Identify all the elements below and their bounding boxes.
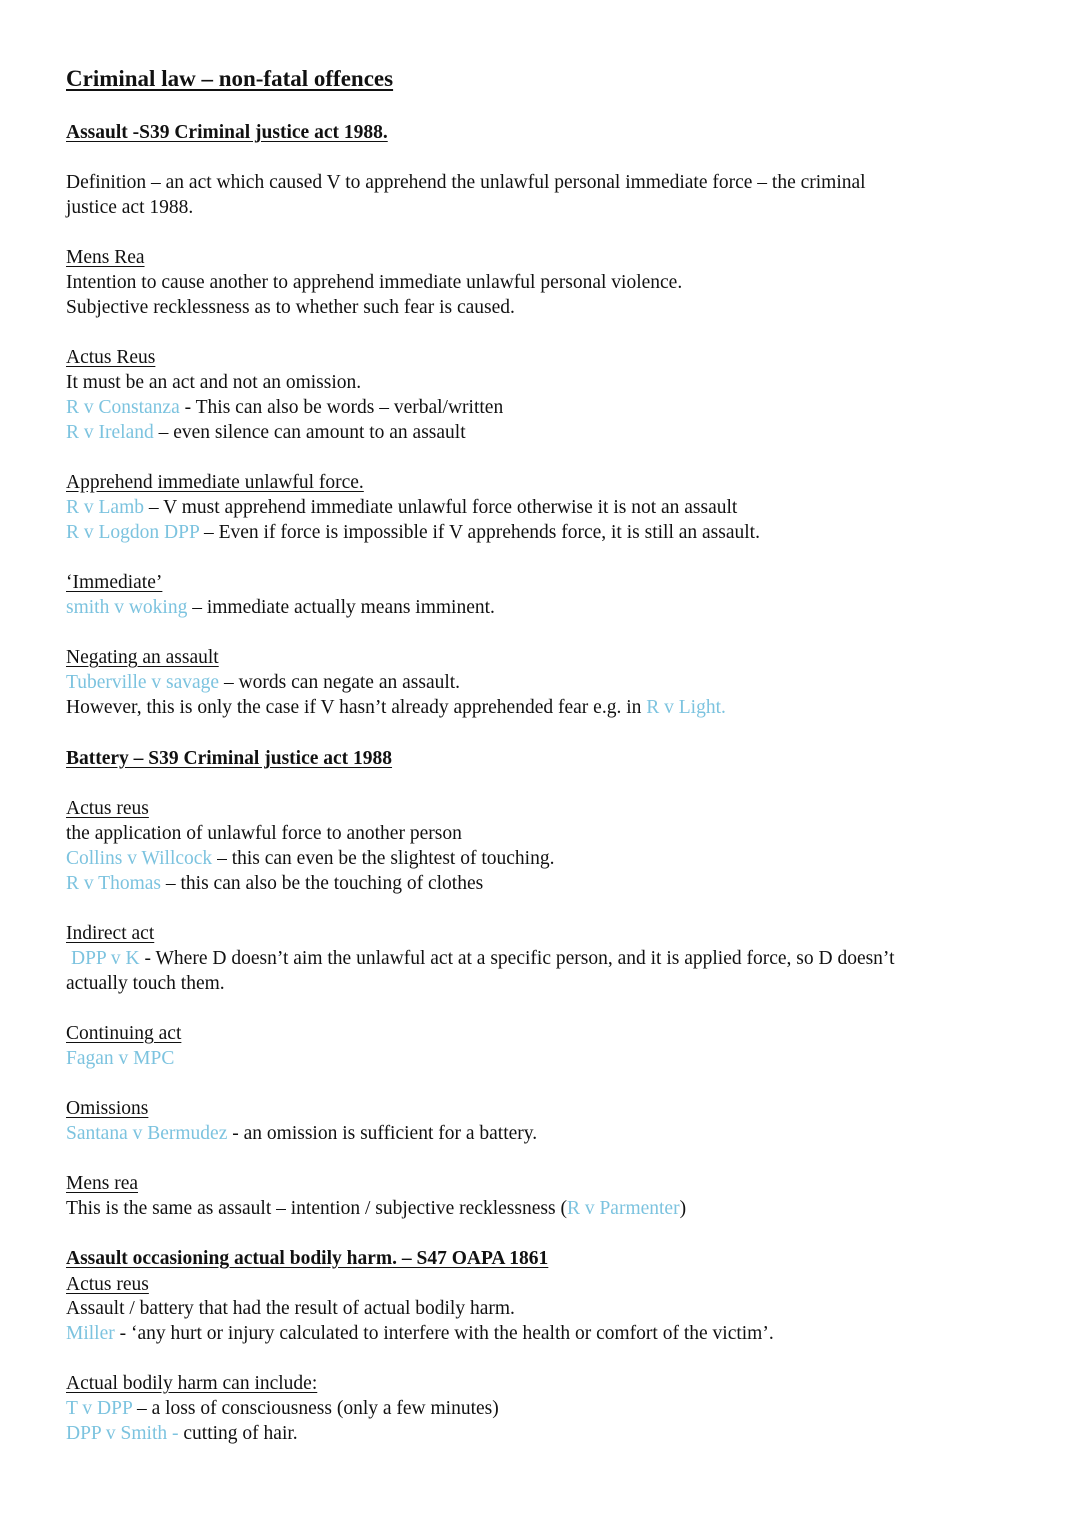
abh-heading: Assault occasioning actual bodily harm. – S47 OAPA 1861: [66, 1248, 549, 1269]
case-line: [66, 1121, 537, 1146]
continuing-act-heading: Continuing act: [66, 1023, 182, 1044]
case-citation: R v Ireland: [66, 422, 154, 443]
case-line: [66, 695, 726, 720]
case-explanation: – immediate actually means imminent.: [187, 597, 495, 618]
case-explanation: – a loss of consciousness (only a few minutes): [132, 1398, 499, 1419]
immediate-heading: ‘Immediate’: [66, 572, 163, 593]
case-explanation: – this can even be the slightest of touching.: [212, 848, 555, 869]
case-explanation: cutting of hair.: [178, 1423, 298, 1444]
case-line: [66, 1321, 774, 1346]
case-line: [66, 871, 483, 896]
case-citation: T v DPP: [66, 1398, 133, 1419]
case-explanation: – words can negate an assault.: [219, 672, 461, 693]
case-explanation: - an omission is sufficient for a battery.: [227, 1123, 538, 1144]
abh-actus-reus-heading: Actus reus: [66, 1274, 149, 1295]
case-line: [66, 520, 760, 545]
omissions-heading: Omissions: [66, 1098, 149, 1119]
assault-mens-rea-heading: Mens Rea: [66, 247, 145, 268]
case-line: [66, 1196, 686, 1221]
case-explanation: - Where D doesn’t aim the unlawful act at a specific person, and it is applied force, so D doesn’t: [139, 948, 895, 969]
case-citation: R v Thomas: [66, 873, 161, 894]
case-line: [66, 420, 466, 445]
battery-heading: Battery – S39 Criminal justice act 1988: [66, 748, 393, 769]
indirect-act-line-2: actually touch them.: [66, 973, 225, 994]
case-explanation: ): [679, 1198, 687, 1219]
case-explanation: – even silence can amount to an assault: [153, 422, 466, 443]
abh-include-heading: Actual bodily harm can include:: [66, 1373, 318, 1394]
assault-definition-line-2: justice act 1988.: [66, 197, 194, 218]
assault-definition-line-1: Definition – an act which caused V to apprehend the unlawful personal immediate force – the criminal: [66, 172, 866, 193]
case-explanation: – this can also be the touching of clothes: [160, 873, 484, 894]
case-citation: R v Logdon DPP: [66, 522, 200, 543]
battery-actus-reus-line-1: the application of unlawful force to another person: [66, 823, 462, 844]
assault-heading: Assault -S39 Criminal justice act 1988.: [66, 122, 388, 143]
negating-heading: Negating an assault: [66, 647, 219, 668]
case-citation: Fagan v MPC: [66, 1048, 175, 1069]
case-citation: R v Light.: [646, 697, 726, 718]
case-citation: Collins v Willcock: [66, 848, 213, 869]
case-line: [66, 1421, 298, 1446]
case-citation: Tuberville v savage: [66, 672, 220, 693]
case-line: [66, 846, 554, 871]
case-explanation: - This can also be words – verbal/written: [179, 397, 504, 418]
case-citation: R v Parmenter: [566, 1198, 680, 1219]
case-citation: Santana v Bermudez: [66, 1123, 228, 1144]
case-line: [66, 1396, 499, 1421]
case-citation: R v Constanza: [66, 397, 180, 418]
case-explanation: – Even if force is impossible if V apprehends force, it is still an assault.: [199, 522, 760, 543]
case-explanation: – V must apprehend immediate unlawful force otherwise it is not an assault: [144, 497, 738, 518]
case-citation: Miller: [66, 1323, 115, 1344]
assault-mens-rea-line-1: Intention to cause another to apprehend immediate unlawful personal violence.: [66, 272, 683, 293]
assault-actus-reus-line-1: It must be an act and not an omission.: [66, 372, 362, 393]
abh-actus-reus-line-1: Assault / battery that had the result of actual bodily harm.: [66, 1298, 515, 1319]
assault-actus-reus-heading: Actus Reus: [66, 347, 156, 368]
case-line: [66, 495, 737, 520]
battery-mens-rea-heading: Mens rea: [66, 1173, 139, 1194]
case-citation: smith v woking: [66, 597, 188, 618]
assault-mens-rea-line-2: Subjective recklessness as to whether such fear is caused.: [66, 297, 515, 318]
case-citation: DPP v K: [71, 948, 140, 969]
case-citation: R v Lamb: [66, 497, 144, 518]
page-title: Criminal law – non-fatal offences: [66, 66, 394, 91]
case-line: [71, 946, 895, 971]
battery-actus-reus-heading: Actus reus: [66, 798, 149, 819]
case-explanation: This is the same as assault – intention / subjective recklessness (: [66, 1198, 567, 1219]
case-line: [66, 670, 460, 695]
case-line: [66, 1046, 174, 1071]
case-line: [66, 595, 495, 620]
case-line: [66, 395, 503, 420]
case-citation: DPP v Smith -: [66, 1423, 179, 1444]
case-explanation: However, this is only the case if V hasn’t already apprehended fear e.g. in: [66, 697, 647, 718]
case-explanation: - ‘any hurt or injury calculated to interfere with the health or comfort of the victim’.: [114, 1323, 774, 1344]
apprehend-heading: Apprehend immediate unlawful force.: [66, 472, 364, 493]
indirect-act-heading: Indirect act: [66, 923, 155, 944]
